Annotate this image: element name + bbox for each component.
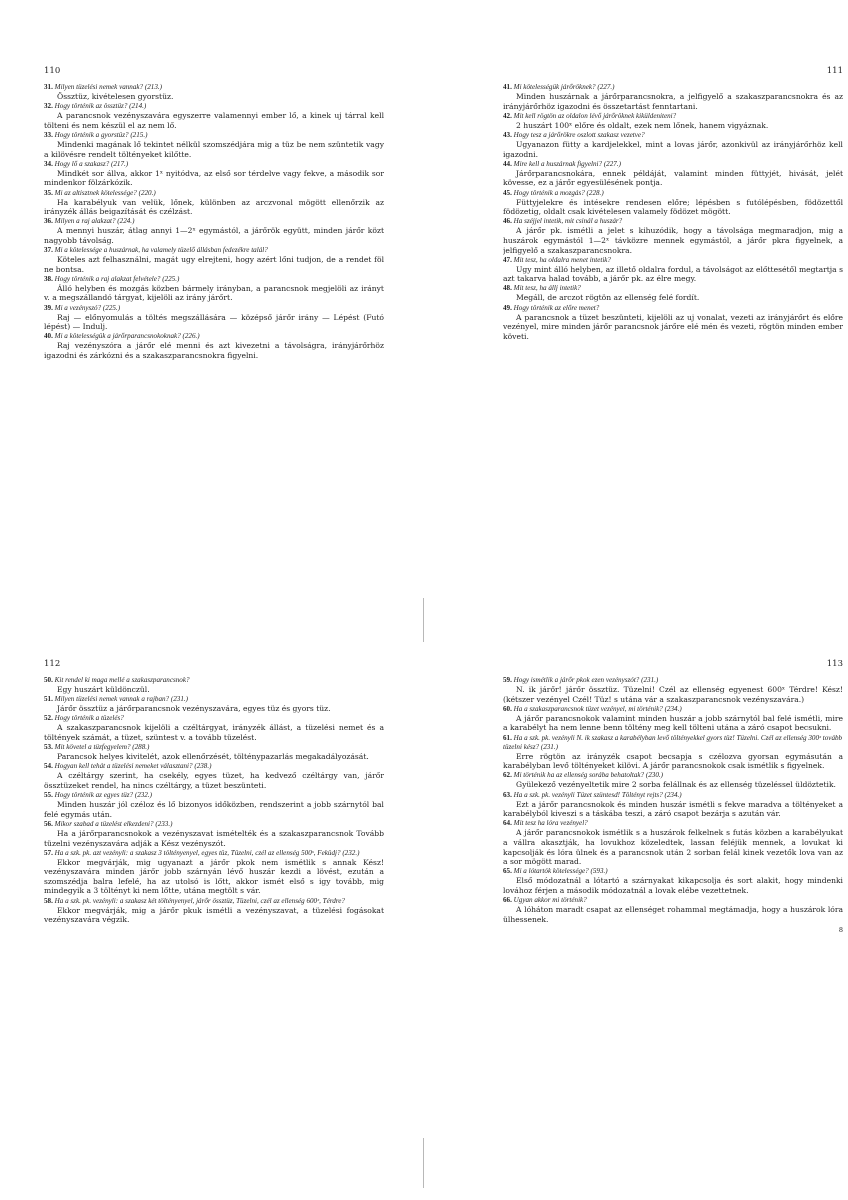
question-number: 60.	[503, 704, 512, 713]
question-text: Hogy történik a mozgás? (228.)	[513, 188, 604, 197]
qa-entry	[503, 791, 843, 819]
question-number: 48.	[503, 284, 512, 293]
qa-entry	[44, 332, 384, 360]
question-text: Milyen a raj alakzat? (224.)	[54, 217, 135, 226]
answer-text: 2 huszárt 100ˣ előre és oldalt, ezek nem lőnek, hanem vigyáznak.	[516, 120, 769, 130]
answer-text: Raj — előnyomulás a töltés megszállására — középső járőr irány — Lépést (Futó lépést) — Indulj.	[44, 312, 384, 332]
question-text: Hogy történik a tüzelés?	[54, 714, 124, 723]
question	[44, 695, 384, 704]
question	[44, 217, 384, 226]
question	[503, 304, 843, 313]
question-number: 50.	[44, 676, 53, 684]
qa-entry	[503, 676, 843, 704]
question	[44, 246, 384, 255]
question-text: Hogy történik az egyes tüz? (232.)	[54, 791, 152, 800]
qa-entry	[503, 705, 843, 733]
qa-entry	[503, 256, 843, 284]
question	[44, 102, 384, 111]
answer-text: Mindkét sor állva, akkor 1ˣ nyitódva, az első sor térdelve vagy fekve, a második sor mindenkor fölzárkózik.	[44, 168, 384, 188]
question-number: 57.	[44, 848, 53, 857]
answer-text: Köteles azt felhasználni, magát ugy elrejteni, hogy azért lőni tudjon, de a rendet föl ne bontsa.	[44, 255, 384, 274]
question-number: 63.	[503, 790, 512, 799]
question-number: 40.	[44, 332, 53, 341]
question	[503, 791, 843, 800]
qa-entry	[503, 112, 843, 131]
qa-entry	[503, 131, 843, 159]
question	[44, 83, 384, 92]
question	[44, 762, 384, 771]
answer-text: Füttyjelekre és intésekre rendesen előre; lépésben s futólépésben, födözettől födözetig, oldalt csak kivételesen valamely födözet mögött.	[503, 197, 843, 217]
answer-text: Ugyanazon fütty a kardjelekkel, mint a lovas járőr, azonkivül az irányjárőrhöz kell igazodni.	[503, 139, 843, 159]
answer-text: Ekkor megvárják, mig ugyanazt a járőr pkok nem ismétlik s annak Kész! vezényszavára minden járőr jobb szárnyán lévő huszár kezdi a lövést, ezután a szomszédja balra lefelé, ha az utolsó is lőtt, akkor ismét első s igy tovább, mig mindegyik a 3 töltényt ki nem lőtte, utána megtölt s vár.	[44, 857, 384, 896]
question-text: Mi a kötelességük a járőrparancsnokoknak? (226.)	[54, 332, 200, 341]
question-text: Milyen tüzelési nemek vannak? (213.)	[54, 83, 163, 91]
question-number: 39.	[44, 303, 53, 312]
qa-entry	[503, 284, 843, 303]
question-text: Ha a szakaszparancsnok tüzet vezényel, mi történik? (234.)	[513, 704, 682, 713]
page-number: 112	[44, 659, 61, 669]
qa-entry	[44, 791, 384, 819]
question-text: Mit követel a tüzfegyelem? (288.)	[54, 743, 150, 752]
question	[503, 83, 843, 92]
question	[44, 849, 384, 858]
page-112	[44, 659, 384, 925]
question-text: Mi kötelességük járőröknek? (227.)	[513, 83, 615, 91]
question	[503, 705, 843, 714]
answer-text: Megáll, de arczot rögtön az ellenség felé fordít.	[516, 293, 700, 303]
question-text: Hogy lő a szakasz? (217.)	[54, 159, 129, 168]
question-number: 49.	[503, 303, 512, 312]
question-number: 52.	[44, 714, 53, 723]
question-number: 34.	[44, 159, 53, 168]
question	[44, 160, 384, 169]
qa-entry	[44, 676, 384, 695]
answer-text: Ha a járőrparancsnokok a vezényszavat ismételték és a szakaszparancsnok Tovább tüzelni vezényszavára adják a Kész vezényszót.	[44, 828, 384, 848]
question-number: 64.	[503, 819, 512, 828]
qa-entry	[44, 102, 384, 130]
question-number: 54.	[44, 762, 53, 771]
question	[44, 820, 384, 829]
signature-mark: 8	[838, 926, 843, 935]
question-text: Hogy történik az össztüz? (214.)	[54, 102, 147, 111]
question-text: Hogyan kell tehát a tüzelési nemeket választani? (238.)	[54, 762, 212, 771]
answer-text: A járőr parancsnokok ismétlik s a huszárok felkelnek s futás közben a karabélyukat a vállra akasztják, ha lovukhoz közeledtek, lassan feléjük mennek, a lovukat ki kapcsolják és lóra ülnek és a parancsnok után 2 sorban felál kinek vezetők lova van az a sor mögött marad.	[503, 828, 843, 867]
question	[503, 896, 843, 905]
answer-text: Járőrparancsnokára, ennek példáját, valamint minden füttyjét, hivását, jelét kövesse, ez a járőr egyesülésének pontja.	[503, 168, 843, 188]
question-text: Ha a szk. pk. vezényli N. ik szakasz a karabélyban levő töltényekkel gyors tüz! Tüzelni. Czél az ellenség 300ˣ tovább tüzelni kész? (231.)	[503, 733, 843, 751]
question-number: 59.	[503, 676, 512, 684]
qa-entry	[44, 217, 384, 245]
question-text: Milyen tüzelési nemek vannak a rajban? (231.)	[54, 695, 189, 704]
question-number: 45.	[503, 188, 512, 197]
qa-entry	[503, 771, 843, 790]
question-text: Hogy történik a gyorstüz? (215.)	[54, 130, 148, 139]
qa-entry	[503, 304, 843, 342]
qa-entry	[503, 734, 843, 771]
question-text: Ugyan akkor mi történik?	[513, 896, 587, 905]
question	[44, 131, 384, 140]
question-number: 58.	[44, 896, 53, 905]
qa-entry	[44, 160, 384, 188]
answer-text: Erre rögtön az irányzék csapot becsapja s czélozva gyorsan egymásután a karabélyban levő töltényeket kilövi. A járőr parancsnokok csak ismétlik s figyelnek.	[503, 751, 843, 771]
answer-text: Mindenki magának lő tekintet nélkül szomszédjára mig a tüz be nem szüntetik vagy a kilövésre rendelt töltényeket kilőtte.	[44, 139, 384, 159]
answer-text: Ugy mint álló helyben, az illető oldalra fordul, a távolságot az előttesétől megtartja s azt takarva halad tovább, a járőr pk. az élre megy.	[503, 264, 843, 284]
answer-text: Ezt a járőr parancsnokok és minden huszár ismétli s fekve maradva a töltényeket a karabélyból kiveszi s a táskába teszi, a záró csapot bezárja s azután vár.	[503, 799, 843, 819]
question	[44, 791, 384, 800]
page-111	[503, 66, 843, 342]
page-113	[503, 659, 843, 934]
question-text: Kit rendel ki maga mellé a szakaszparancsnok?	[54, 676, 190, 684]
answer-text: A parancsnok a tüzet beszünteti, kijelöli az uj vonalat, vezeti az irányjárőrt és előre vezényel, mire minden járőr parancsnok járőre elé mén és vezeti, rögtön minden ember követi.	[503, 312, 843, 341]
question	[503, 734, 843, 752]
question	[503, 771, 843, 780]
question	[44, 897, 384, 906]
question-number: 32.	[44, 102, 53, 111]
question-number: 36.	[44, 217, 53, 226]
question	[44, 676, 384, 685]
question	[503, 131, 843, 140]
question	[503, 819, 843, 828]
qa-entry	[503, 160, 843, 188]
answer-text: Minden huszárnak a járőrparancsnokra, a jelfigyelő a szakaszparancsnokra és az irányjárőrhöz igazodni és összetartást fenntartani.	[503, 92, 843, 111]
question-text: Hogy történik a raj alakzat felvétele? (225.)	[54, 274, 180, 283]
answer-text: A járőr parancsnokok valamint minden huszár a jobb szárnytól bal felé ismétli, mire a karabélyt ha nem lenne benn töltény meg kell tölteni utána a záró csapot becsukni.	[503, 713, 843, 733]
spread-seam-bottom	[423, 1138, 424, 1188]
qa-entry	[503, 867, 843, 895]
answer-text: Gyülekező vezényeltetik mire 2 sorba felállnak és az ellenség tüzeléssel üldöztetik.	[516, 780, 836, 790]
question-text: Mit tesz, ha oldalra menet intetik?	[513, 255, 611, 264]
answer-text: Parancsok helyes kivitelét, azok ellenőrzését, tölténypazarlás megakadályozását.	[57, 752, 369, 762]
qa-entry	[503, 819, 843, 866]
answer-text: A czéltárgy szerint, ha csekély, egyes tüzet, ha kedvező czéltárgy van, járőr össztüzeket rendel, ha nincs czéltárgy, a tüzet beszünteti.	[44, 771, 384, 790]
question	[503, 217, 843, 226]
question	[44, 304, 384, 313]
answer-text: Ekkor megvárják, mig a járőr pkuk ismétli a vezényszavat, a tüzelési fogásokat vezényszavára végzik.	[44, 905, 384, 925]
question-text: Mit kell rögtön az oldalon lévő járőröknek kiküldeniteni?	[513, 111, 677, 120]
qa-entry	[44, 820, 384, 848]
question-number: 65.	[503, 867, 512, 876]
answer-text: Össztüz, kivételesen gyorstüz.	[57, 92, 174, 101]
question	[503, 112, 843, 121]
answer-text: N. ik járőr! járőr össztüz. Tüzelni! Czél az ellenség egyenest 600ˣ Térdre! Kész! (kétszer vezényel Czél! Tüz! s utána vár a szakaszparancsnok vezényszavára.)	[503, 685, 843, 704]
question-text: Hogy tesz a járőrökre oszlott szakasz vezetve?	[513, 130, 645, 139]
qa-entry	[44, 131, 384, 159]
question	[44, 332, 384, 341]
qa-entry	[44, 714, 384, 742]
qa-entry	[44, 275, 384, 303]
qa-entry	[503, 217, 843, 255]
question-text: Mit tesz ha lóra vezényel?	[513, 819, 588, 828]
question-number: 55.	[44, 791, 53, 800]
page-110	[44, 66, 384, 361]
question-text: Mi a lótartók kötelessége? (593.)	[513, 867, 608, 876]
question-text: Ha a szk. pk. vezényli: a szakasz két töltényenyel, járőr össztüz, Tüzelni, czél az ellenség 600ˣ, Térdre?	[54, 896, 345, 905]
question-number: 51.	[44, 695, 53, 704]
question-text: Hogy ismétlik a járőr pkok ezen vezényszót? (231.)	[513, 676, 659, 684]
qa-entry	[44, 304, 384, 332]
question	[503, 867, 843, 876]
qa-entry	[503, 896, 843, 924]
question-number: 42.	[503, 111, 512, 120]
question-number: 61.	[503, 733, 512, 742]
question-number: 56.	[44, 819, 53, 828]
question-text: Hogy történik az előre menet?	[513, 303, 600, 312]
question	[44, 743, 384, 752]
question-number: 47.	[503, 255, 512, 264]
question	[44, 714, 384, 723]
question-number: 38.	[44, 274, 53, 283]
question	[503, 284, 843, 293]
answer-text: A mennyi huszár, átlag annyi 1—2ˣ egymástól, a járőrök együtt, minden járőr közt nagyobb távolság.	[44, 226, 384, 245]
answer-text: Raj vezényszóra a járőr elé menni és azt kivezetni a távolságra, irányjárőrhöz igazodni és zárkózni és a szakaszparancsnokra figyelni.	[44, 341, 384, 361]
qa-entry	[44, 743, 384, 762]
question-text: Mikor szabad a tüzelést elkezdeni? (233.)	[54, 819, 173, 828]
qa-entry	[44, 849, 384, 896]
question	[44, 189, 384, 198]
question-text: Mi az altisztnek kötelessége? (220.)	[54, 188, 156, 197]
qa-entry	[44, 897, 384, 925]
question-number: 33.	[44, 130, 53, 139]
question-number: 43.	[503, 130, 512, 139]
qa-entry	[44, 246, 384, 274]
answer-text: Járőr össztüz a járőrparancsnok vezényszavára, egyes tüz és gyors tüz.	[57, 704, 331, 714]
question-number: 66.	[503, 896, 512, 905]
question-number: 44.	[503, 159, 512, 168]
question-text: Mi a vezényszó? (225.)	[54, 303, 121, 312]
question-text: Mi történik ha az ellenség sorába behatoltak? (230.)	[513, 771, 663, 780]
answer-text: A járőr pk. ismétli a jelet s kihuzódik, hogy a távolsága megmaradjon, mig a huszárok egymástól 1—2ˣ távközre mennek egymástól, a járőr pkra figyelnek, a jelfigyelő a szakaszparancsnokra.	[503, 226, 843, 255]
question	[503, 189, 843, 198]
question-number: 46.	[503, 217, 512, 226]
answer-text: A lóháton maradt csapat az ellenséget rohammal megtámadja, hogy a huszárok lóra ülhessenek.	[503, 905, 843, 924]
question	[503, 256, 843, 265]
answer-text: Álló helyben és mozgás közben bármely irányban, a parancsnok megjelöli az irányt v. a megszállandó tárgyat, kijelöli az irány járőrt.	[44, 283, 384, 303]
question-number: 31.	[44, 83, 53, 91]
question-number: 62.	[503, 771, 512, 780]
question-text: Mi a kötelessége a huszárnak, ha valamely tüzelő állásban fedezékre talál?	[54, 246, 268, 255]
spread-seam-top	[423, 598, 424, 642]
qa-entry	[44, 695, 384, 714]
qa-entry	[503, 189, 843, 217]
question-number: 37.	[44, 246, 53, 255]
question-text: Ha a szk. pk. vezényli Tüzet szüntesd! Töltényt rejts? (234.)	[513, 790, 682, 799]
answer-text: Ha karabélyuk van velük, lőnek, különben az arczvonal mögött ellenőrzik az irányzék állás beigazítását és czélzást.	[44, 197, 384, 217]
answer-text: A szakaszparancsnok kijelöli a czéltárgyat, irányzék állást, a tüzelési nemet és a töltények számát, a tüzet, szüntest v. a tovább tüzelést.	[44, 723, 384, 742]
question-number: 53.	[44, 743, 53, 752]
qa-entry	[44, 762, 384, 790]
question-text: Mit tesz, ha állj intetik?	[513, 284, 581, 293]
page-number: 111	[826, 66, 843, 76]
answer-text: Egy huszárt küldönczül.	[57, 685, 150, 694]
page-number: 113	[826, 659, 843, 669]
answer-text: Első módozatnál a lótartó a szárnyakat kikapcsolja és sort alakit, hogy mindenki lovához férjen a második módozatnál a lovak elébe vezettetnek.	[503, 876, 843, 895]
question-text: Ha a szk. pk. azt vezényli: a szakasz 3 töltényenyel, egyes tüz, Tüzelni, czél az ellenség 500ˣ, Feküdj? (232.)	[54, 848, 360, 857]
question	[503, 160, 843, 169]
question-text: Mire kell a huszárnak figyelni? (227.)	[513, 159, 621, 168]
answer-text: A parancsnok vezényszavára egyszerre valamennyi ember lő, a kinek uj tárral kell tölteni és nem készül el az nem lő.	[44, 111, 384, 130]
answer-text: Minden huszár jól czéloz és lő bizonyos időközben, rendszerint a jobb szárnytól bal felé egymás után.	[44, 800, 384, 819]
question-number: 41.	[503, 83, 512, 91]
qa-entry	[503, 83, 843, 111]
qa-entry	[44, 189, 384, 217]
question	[503, 676, 843, 685]
question-text: Ha széjjel intetik, mit csinál a huszár?	[513, 217, 623, 226]
question-number: 35.	[44, 188, 53, 197]
qa-entry	[44, 83, 384, 102]
question	[44, 275, 384, 284]
page-number: 110	[44, 66, 61, 76]
